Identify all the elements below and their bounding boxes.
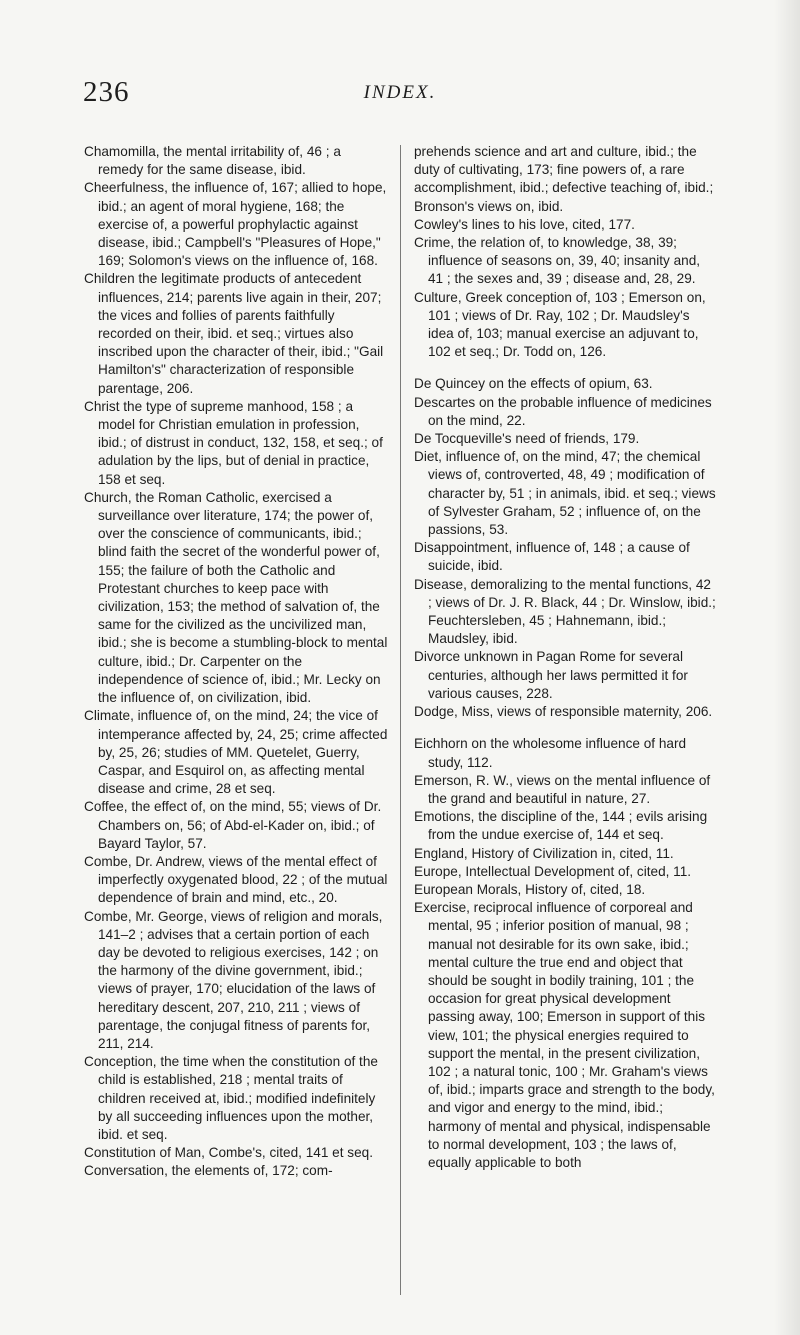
index-entry: Cowley's lines to his love, cited, 177. bbox=[414, 216, 635, 232]
index-entry: Cheerfulness, the influence of, 167; allied to hope, ibid.; an agent of moral hygiene, 168; the exercise of, a powerful prophylactic against disease, ibid.; Campbell's "Pleasures of Hope," 169; Solomon's views on the influence of, 168. bbox=[84, 180, 387, 269]
index-entry: Chamomilla, the mental irritability of, 46 ; a remedy for the same disease, ibid. bbox=[84, 144, 341, 178]
index-entry: Disappointment, influence of, 148 ; a cause of suicide, ibid. bbox=[414, 540, 690, 574]
index-entry: Constitution of Man, Combe's, cited, 141 et seq. bbox=[84, 1145, 373, 1161]
index-entry: De Tocqueville's need of friends, 179. bbox=[414, 431, 640, 447]
index-entry: Combe, Dr. Andrew, views of the mental effect of imperfectly oxygenated blood, 22 ; of the mutual dependence of brain and mind, etc., 20. bbox=[84, 853, 388, 906]
index-entry: Climate, influence of, on the mind, 24; the vice of intemperance affected by, 24, 25; crime affected by, 25, 26; studies of MM. Quetelet, Guerry, Caspar, and Esquirol on, as affecting mental disease and crime, 28 et seq. bbox=[84, 708, 388, 797]
index-entry: Disease, demoralizing to the mental functions, 42 ; views of Dr. J. R. Black, 44 ; Dr. Winslow, ibid.; Feuchtersleben, 45 ; Hahnemann, ibid.; Maudsley, ibid. bbox=[414, 576, 716, 647]
index-entry: Conception, the time when the constitution of the child is established, 218 ; mental traits of children received at, ibid.; modified indefinitely by all succeeding influences upon the mother, ibid. et seq. bbox=[84, 1054, 378, 1142]
index-entry: Diet, influence of, on the mind, 47; the chemical views of, controverted, 48, 49 ; modification of character by, 51 ; in animals, ibid. et seq.; views of Sylvester Graham, 52 ; influence of, on the passions, 53. bbox=[414, 449, 716, 538]
index-entry: Divorce unknown in Pagan Rome for several centuries, although her laws permitted it for various causes, 228. bbox=[414, 649, 688, 701]
index-entry: Emotions, the discipline of the, 144 ; evils arising from the undue exercise of, 144 et seq. bbox=[414, 809, 708, 843]
index-entry: European Morals, History of, cited, 18. bbox=[414, 881, 646, 897]
index-entry: Church, the Roman Catholic, exercised a surveillance over literature, 174; the power of, over the conscience of communicants, ibid.; blind faith the secret of the wonderful power of, 155; the failure of both the Catholic and Protestant churches to keep pace with civilization, 153; the method of salvation of, the same for the civilized as the uncivilized man, ibid.; she is become a stumbling-block to mental culture, ibid.; Dr. Carpenter on the independence of science of, ibid.; Mr. Lecky on the influence of, on civilization, ibid. bbox=[84, 489, 388, 706]
index-entry: Emerson, R. W., views on the mental influence of the grand and beautiful in nature, 27. bbox=[414, 772, 711, 806]
right-column bbox=[414, 143, 718, 1172]
index-entry: Combe, Mr. George, views of religion and morals, 141–2 ; advises that a certain portion of each day be devoted to religious exercises, 142 ; on the harmony of the divine government, ibid.; views of prayer, 170; elucidation of the laws of hereditary descent, 207, 210, 211 ; views of parentage, the conjugal fitness of parents for, 211, 214. bbox=[84, 908, 383, 1051]
page-edge-shadow bbox=[774, 0, 800, 1335]
index-entry: Conversation, the elements of, 172; com- bbox=[84, 1163, 333, 1179]
index-entry: De Quincey on the effects of opium, 63. bbox=[414, 376, 653, 392]
index-entry: England, History of Civilization in, cited, 11. bbox=[414, 845, 674, 861]
index-entry: Exercise, reciprocal influence of corporeal and mental, 95 ; inferior position of manual, 98 ; manual not desirable for its own sake, ibid.; mental culture the true end and object that should be sought in bodily training, 101 ; the occasion for great physical development passing away, 100; Emerson in support of this view, 101; the physical energies required to support the mental, in the present civilization, 102 ; a natural tonic, 100 ; Mr. Graham's views of, ibid.; imparts grace and strength to the body, and vigor and energy to the mind, ibid.; harmony of mental and physical, indispensable to normal development, 103 ; the laws of, equally applicable to both bbox=[414, 900, 715, 1170]
column-divider bbox=[400, 145, 401, 1295]
left-column bbox=[84, 143, 388, 1181]
index-entry: prehends science and art and culture, ibid.; the duty of cultivating, 173; fine powers of, a rare accomplishment, ibid.; defective teaching of, ibid.; Bronson's views on, ibid. bbox=[414, 144, 714, 214]
index-entry: Eichhorn on the wholesome influence of hard study, 112. bbox=[414, 736, 687, 770]
index-entry: Crime, the relation of, to knowledge, 38, 39; influence of seasons on, 39, 40; insanity and, 41 ; the sexes and, 39 ; disease and, 28, 29. bbox=[414, 235, 701, 287]
index-entry: Europe, Intellectual Development of, cited, 11. bbox=[414, 863, 692, 879]
index-entry: Coffee, the effect of, on the mind, 55; views of Dr. Chambers on, 56; of Abd-el-Kader on, ibid.; of Bayard Taylor, 57. bbox=[84, 799, 382, 851]
index-entry: Dodge, Miss, views of responsible maternity, 206. bbox=[414, 704, 713, 720]
index-entry: Christ the type of supreme manhood, 158 ; a model for Christian emulation in profession, ibid.; of distrust in conduct, 132, 158, et seq.; of adulation by the lips, but of denial in practice, 158 et seq. bbox=[84, 398, 383, 487]
index-entry: Culture, Greek conception of, 103 ; Emerson on, 101 ; views of Dr. Ray, 102 ; Dr. Maudsley's idea of, 103; manual exercise an adjuvant to, 102 et seq.; Dr. Todd on, 126. bbox=[414, 289, 706, 360]
running-head: INDEX. bbox=[363, 82, 437, 103]
index-entry: Descartes on the probable influence of medicines on the mind, 22. bbox=[414, 394, 712, 428]
index-entry: Children the legitimate products of antecedent influences, 214; parents live again in their, 207; the vices and follies of parents faithfully recorded on their, ibid. et seq.; virtues also inscribed upon the character of their, ibid.; "Gail Hamilton's" characterization of responsible parentage, 206. bbox=[84, 271, 384, 396]
page-number: 236 bbox=[83, 76, 130, 108]
